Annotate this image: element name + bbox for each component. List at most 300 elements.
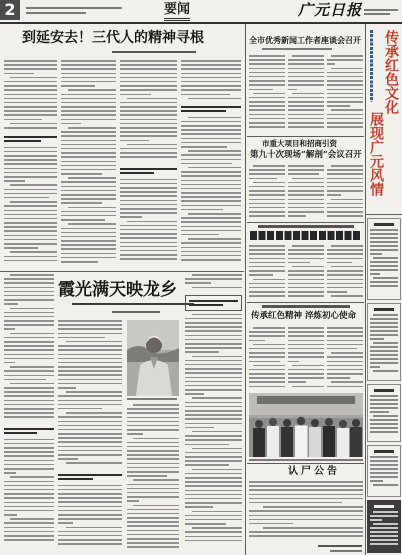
text-line <box>185 506 213 508</box>
text-line <box>127 463 179 465</box>
text-line <box>373 314 398 316</box>
subheading <box>120 164 177 179</box>
text-line <box>4 527 54 529</box>
text-line <box>288 270 324 272</box>
text-line <box>58 441 122 443</box>
text-line <box>288 59 324 61</box>
text-line <box>370 527 398 529</box>
text-line <box>4 349 54 351</box>
text-line <box>120 250 177 252</box>
ad-heading <box>374 389 394 392</box>
sidebar-slogan-1: 传承红色文化 <box>383 30 399 114</box>
text-line <box>120 123 177 125</box>
text-line <box>253 279 285 281</box>
text-line <box>370 253 382 255</box>
text-line <box>370 241 398 243</box>
text-line <box>181 121 241 123</box>
text-line <box>249 274 273 276</box>
text-line <box>4 497 54 499</box>
text-line <box>181 226 241 228</box>
subheading <box>185 295 242 311</box>
text-line <box>249 494 363 496</box>
text-line <box>58 337 105 339</box>
text-line <box>331 266 363 268</box>
section-rule <box>247 463 364 464</box>
section-title: 要闻 <box>164 3 190 21</box>
text-line <box>4 180 25 182</box>
text-line <box>249 295 285 297</box>
subheading-line <box>120 172 154 175</box>
text-line <box>249 253 285 255</box>
text-line <box>127 425 179 427</box>
text-line <box>327 377 350 379</box>
text-line <box>249 118 285 120</box>
text-line <box>288 72 324 74</box>
text-line <box>120 179 177 181</box>
text-line <box>10 123 57 125</box>
notice-date <box>330 550 362 552</box>
text-line <box>327 287 363 289</box>
text-line <box>185 490 242 492</box>
photo-meeting <box>249 393 363 457</box>
text-line <box>127 412 179 414</box>
text-line <box>4 222 57 224</box>
text-line <box>181 217 241 219</box>
text-line <box>370 399 398 401</box>
text-line <box>120 64 177 66</box>
article-xiaguang-column <box>4 274 54 552</box>
text-line <box>68 223 116 225</box>
text-line <box>61 135 116 137</box>
text-line <box>58 328 122 330</box>
text-line <box>66 391 122 393</box>
text-line <box>61 219 105 221</box>
article-journalists-column <box>288 55 324 134</box>
text-line <box>127 221 177 223</box>
text-line <box>181 255 241 257</box>
text-line <box>181 146 227 148</box>
text-line <box>58 539 122 541</box>
text-line <box>181 200 241 202</box>
text-line <box>373 277 398 279</box>
text-line <box>249 80 285 82</box>
text-line <box>66 412 122 414</box>
text-line <box>120 254 177 256</box>
text-line <box>127 484 179 486</box>
text-line <box>127 429 179 431</box>
text-line <box>288 262 310 264</box>
text-line <box>249 502 342 504</box>
text-line <box>288 186 324 188</box>
text-line <box>327 356 363 358</box>
text-line <box>249 258 285 260</box>
text-line <box>4 489 54 491</box>
text-line <box>58 454 122 456</box>
text-line <box>120 195 177 197</box>
text-line <box>327 283 363 285</box>
ad-text <box>370 314 398 377</box>
text-line <box>249 335 285 337</box>
text-line <box>58 387 76 389</box>
text-line <box>4 163 57 165</box>
text-line <box>249 291 285 293</box>
text-line <box>120 68 177 70</box>
text-line <box>58 535 122 537</box>
text-line <box>61 60 116 62</box>
text-line <box>4 287 54 289</box>
article-safety-column <box>288 245 324 300</box>
text-line <box>327 122 363 124</box>
text-line <box>58 446 122 448</box>
text-line <box>288 84 324 86</box>
text-line <box>327 89 363 91</box>
text-line <box>288 249 324 251</box>
text-line <box>370 322 398 324</box>
text-line <box>4 151 57 153</box>
text-line <box>61 228 116 230</box>
text-line <box>61 152 116 154</box>
text-line <box>4 460 54 462</box>
text-line <box>127 538 179 540</box>
text-line <box>61 248 116 250</box>
headline-yanan: 到延安去！三代人的精神寻根 <box>22 30 204 46</box>
text-line <box>327 215 363 217</box>
text-line <box>4 337 54 339</box>
text-line <box>249 126 285 128</box>
text-line <box>4 106 57 108</box>
headline-red-spirit: 传承红色精神 淬炼初心使命 <box>251 311 356 321</box>
text-line <box>181 133 241 135</box>
text-line <box>249 169 285 171</box>
masthead-logo: 广元日报 <box>298 1 363 19</box>
text-line <box>4 412 54 414</box>
text-line <box>58 370 122 372</box>
subheading-line <box>4 136 57 139</box>
text-line <box>331 199 363 201</box>
text-line <box>327 190 363 192</box>
text-line <box>249 287 285 289</box>
page-number: 2 <box>0 0 20 20</box>
text-line <box>331 165 363 167</box>
text-line <box>4 299 54 301</box>
byline-journalists <box>262 48 332 50</box>
text-line <box>185 389 242 391</box>
body-text <box>288 327 324 390</box>
text-line <box>249 59 285 61</box>
text-line <box>120 127 177 129</box>
text-line <box>331 245 363 247</box>
text-line <box>185 464 229 466</box>
text-line <box>4 119 42 121</box>
text-line <box>58 362 122 364</box>
text-line <box>127 417 179 419</box>
text-line <box>127 534 179 536</box>
text-line <box>370 456 398 458</box>
body-text <box>249 165 285 220</box>
section-rule <box>366 214 402 215</box>
text-line <box>120 237 177 239</box>
text-line <box>58 425 122 427</box>
text-line <box>120 200 177 202</box>
text-line <box>288 207 324 209</box>
text-line <box>249 105 285 107</box>
text-line <box>249 89 273 91</box>
article-projects-column <box>327 165 363 220</box>
text-line <box>288 381 306 383</box>
text-line <box>61 181 116 183</box>
text-line <box>4 147 57 149</box>
text-line <box>4 324 54 326</box>
dateline <box>26 7 122 9</box>
body-text <box>249 481 363 541</box>
text-line <box>185 278 242 280</box>
text-line <box>61 156 116 158</box>
text-line <box>249 194 285 196</box>
text-line <box>127 530 179 532</box>
text-line <box>263 527 363 529</box>
text-line <box>370 261 398 263</box>
text-line <box>4 102 57 104</box>
body-text <box>181 117 241 265</box>
text-line <box>331 381 363 383</box>
text-line <box>249 245 285 247</box>
text-line <box>61 68 116 70</box>
text-line <box>127 488 179 490</box>
subheading <box>181 102 241 117</box>
text-line <box>181 175 241 177</box>
text-line <box>327 182 363 184</box>
text-line <box>249 348 285 350</box>
text-line <box>181 171 241 173</box>
text-line <box>58 349 122 351</box>
text-line <box>370 535 398 537</box>
text-line <box>253 365 285 367</box>
text-line <box>61 123 81 125</box>
article-xiaguang-column <box>127 404 179 552</box>
text-line <box>331 68 363 70</box>
text-line <box>4 375 54 377</box>
text-line <box>185 494 242 496</box>
article-safety-column <box>327 245 363 300</box>
text-line <box>61 261 98 263</box>
body-text <box>249 327 285 390</box>
text-line <box>253 344 285 346</box>
text-line <box>61 190 116 192</box>
text-line <box>4 226 57 228</box>
text-line <box>10 366 54 368</box>
text-line <box>373 415 398 417</box>
text-line <box>192 431 242 433</box>
masthead-subline <box>364 9 398 11</box>
body-text <box>120 60 177 164</box>
text-line <box>4 64 57 66</box>
text-line <box>58 345 122 347</box>
subheading-line <box>120 168 177 171</box>
text-line <box>61 85 95 87</box>
text-line <box>185 322 242 324</box>
text-line <box>120 73 177 75</box>
text-line <box>58 433 122 435</box>
text-line <box>249 109 285 111</box>
text-line <box>370 281 398 283</box>
text-line <box>127 475 167 477</box>
text-line <box>370 531 398 533</box>
text-line <box>68 127 116 129</box>
ad-heading <box>374 505 394 508</box>
text-line <box>288 97 324 99</box>
text-line <box>133 479 179 481</box>
text-line <box>181 192 241 194</box>
body-text <box>288 55 324 134</box>
text-line <box>120 110 177 112</box>
text-line <box>181 64 241 66</box>
text-line <box>327 97 363 99</box>
text-line <box>58 383 122 385</box>
text-line <box>249 535 363 537</box>
text-line <box>10 274 54 276</box>
text-line <box>327 270 363 272</box>
text-line <box>120 131 177 133</box>
text-line <box>370 403 398 405</box>
text-line <box>249 63 285 65</box>
body-text <box>4 439 54 547</box>
text-line <box>249 215 285 217</box>
text-line <box>120 233 177 235</box>
notice-signature <box>318 545 362 547</box>
text-line <box>120 102 177 104</box>
body-text <box>58 485 122 549</box>
text-line <box>288 253 324 255</box>
text-line <box>370 423 398 425</box>
text-line <box>58 437 122 439</box>
text-line <box>58 531 122 533</box>
text-line <box>10 476 54 478</box>
text-line <box>327 59 363 61</box>
text-line <box>185 347 242 349</box>
text-line <box>120 242 177 244</box>
text-line <box>192 527 242 529</box>
text-line <box>288 165 324 167</box>
text-line <box>327 80 363 82</box>
text-line <box>188 213 241 215</box>
text-line <box>185 330 242 332</box>
header-rule <box>0 22 402 24</box>
text-line <box>61 240 116 242</box>
text-line <box>327 344 363 346</box>
text-line <box>249 114 285 116</box>
text-line <box>120 114 177 116</box>
text-line <box>10 77 57 79</box>
text-line <box>192 314 242 316</box>
text-line <box>181 230 241 232</box>
ad-heading <box>374 223 394 226</box>
text-line <box>249 485 363 487</box>
text-line <box>370 338 384 340</box>
text-line <box>58 354 122 356</box>
text-line <box>181 196 241 198</box>
text-line <box>120 119 177 121</box>
text-line <box>181 73 241 75</box>
text-line <box>4 205 57 207</box>
text-line <box>4 328 15 330</box>
ad-heading <box>374 450 394 453</box>
text-line <box>4 362 15 364</box>
text-line <box>61 244 116 246</box>
text-line <box>249 361 280 363</box>
text-line <box>185 335 242 337</box>
text-line <box>181 138 241 140</box>
text-line <box>181 60 241 62</box>
text-line <box>249 515 363 517</box>
text-line <box>327 253 363 255</box>
text-line <box>288 335 324 337</box>
text-line <box>249 386 285 388</box>
text-line <box>249 76 285 78</box>
article-xiaguang-column <box>58 320 122 552</box>
headline-xiaguang: 霞光满天映龙乡 <box>58 280 177 300</box>
text-line <box>249 203 285 205</box>
text-line <box>327 194 341 196</box>
text-line <box>4 243 57 245</box>
text-line <box>4 214 57 216</box>
photo-caption <box>249 459 363 461</box>
text-line <box>370 431 398 433</box>
text-line <box>370 395 398 397</box>
headline-safety <box>250 231 362 240</box>
text-line <box>127 442 179 444</box>
text-line <box>61 253 116 255</box>
text-line <box>185 339 242 341</box>
text-line <box>373 342 398 344</box>
text-line <box>4 316 54 318</box>
text-line <box>66 462 122 464</box>
text-line <box>288 356 324 358</box>
text-line <box>288 109 324 111</box>
subheading-line <box>189 304 223 307</box>
text-line <box>370 460 398 462</box>
body-text <box>4 147 57 265</box>
text-line <box>58 458 78 460</box>
text-line <box>61 257 116 259</box>
text-line <box>4 172 57 174</box>
photo-caption <box>127 398 177 400</box>
text-line <box>327 211 363 213</box>
text-line <box>370 245 398 247</box>
body-text <box>4 274 54 424</box>
text-line <box>253 165 285 167</box>
text-line <box>61 194 116 196</box>
text-line <box>249 481 363 483</box>
text-line <box>370 334 398 336</box>
text-line <box>4 94 57 96</box>
text-line <box>373 523 398 525</box>
text-line <box>288 190 324 192</box>
byline-yanan <box>112 51 196 53</box>
text-line <box>288 344 324 346</box>
text-line <box>288 169 324 171</box>
text-line <box>327 173 363 175</box>
text-line <box>181 242 241 244</box>
text-line <box>127 546 179 548</box>
text-line <box>370 273 380 275</box>
text-line <box>327 291 347 293</box>
text-line <box>181 209 223 211</box>
text-line <box>249 262 285 264</box>
text-line <box>370 515 398 517</box>
text-line <box>4 197 49 199</box>
text-line <box>4 514 17 516</box>
text-line <box>58 489 122 491</box>
